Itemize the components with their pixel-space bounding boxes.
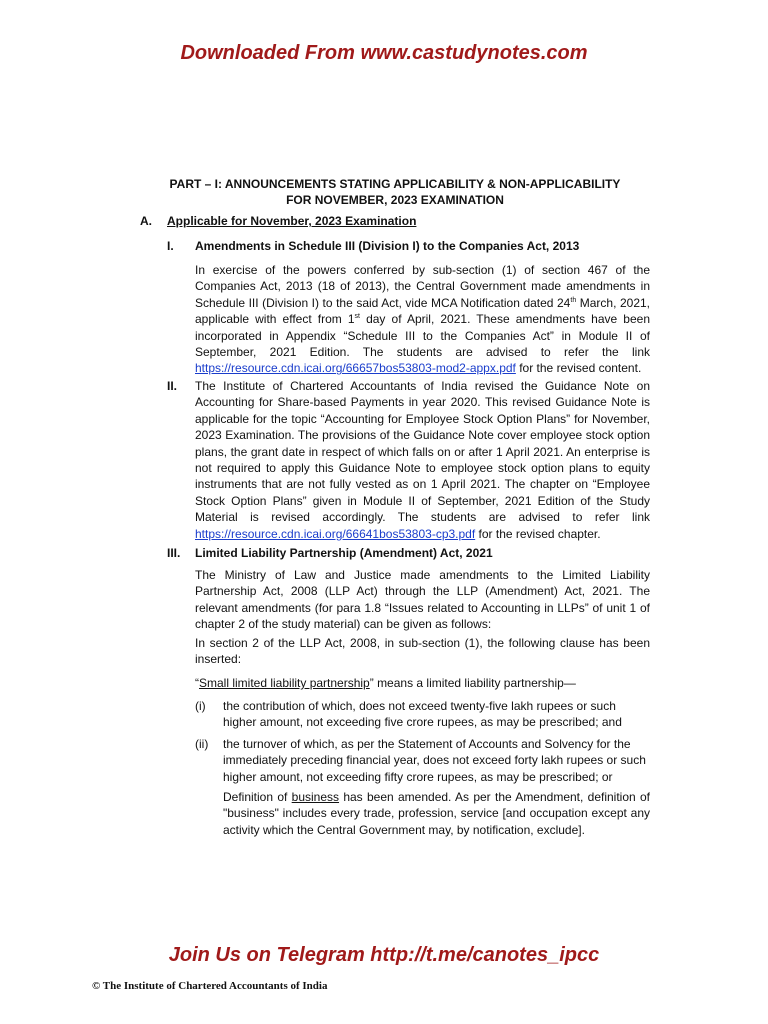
superscript-st: st bbox=[354, 313, 360, 321]
chapter-link[interactable]: https://resource.cdn.icai.org/66641bos53803-cp3.pdf bbox=[195, 526, 476, 541]
item-1-text-c: day of April, 2021. These amendments have been incorporated in Appendix “Schedule III to the Companies Act” in Module II of September, 2021 Edition. The students are advised to refer the link bbox=[195, 312, 650, 360]
appendix-link[interactable]: https://resource.cdn.icai.org/66657bos53803-mod2-appx.pdf bbox=[195, 361, 516, 376]
quote-open: “ bbox=[195, 676, 199, 690]
sub-clause-ii-number: (ii) bbox=[195, 737, 209, 751]
copyright-footer: © The Institute of Chartered Accountants of India bbox=[92, 980, 328, 992]
item-3-paragraph-2: In section 2 of the LLP Act, 2008, in sub-section (1), the following clause has been inserted: bbox=[195, 636, 650, 667]
item-1-text-b: March, 2021, applicable with effect from 1 bbox=[195, 295, 651, 327]
item-3-paragraph-1: The Ministry of Law and Justice made amendments to the Limited Liability Partnership Act, 2008 (LLP Act) through the LLP (Amendment) Act, 2021. The relevant amendments (for para 1.8 “Issues related to Accounting in LLPs” of unit 1 of chapter 2 of the study material) can be given as follows: bbox=[195, 568, 650, 632]
item-2-text-b: for the revised chapter. bbox=[475, 526, 601, 541]
item-2-text-a: The Institute of Chartered Accountants of India revised the Guidance Note on Accounting for Share-based Payments in year 2020. This revised Guidance Note is applicable for the topic “Accounting for Employee Stock Option Plans” for November, 2023 Examination. The provisions of the Guidance Note cover employee stock option plans, the grant date in respect of which falls on or after 1 April 2021. An enterprise is not required to apply this Guidance Note to employee stock option plans to equity instruments that are not fully vested as on 1 April 2021. The chapter on “Employee Stock Option Plans” given in Module II of September, 2021 Edition of the Study Material is revised accordingly. The students are advised to refer link bbox=[195, 379, 650, 525]
business-def-text-a: Definition of bbox=[223, 790, 292, 804]
part-heading bbox=[140, 176, 650, 208]
sub-clause-i-text: the contribution of which, does not exceed twenty-five lakh rupees or such higher amount, not exceeding five crore rupees, as may be prescribed; and bbox=[223, 699, 622, 730]
business-def-text-b: has been amended. As per the Amendment, definition of "business" includes every trade, profession, service [and occupation except any activity which the Central Government may, by notification, exclude]. bbox=[223, 790, 651, 837]
sub-clause-ii-text: the turnover of which, as per the Statement of Accounts and Solvency for the immediately preceding financial year, does not exceed forty lakh rupees or such higher amount, not exceeding fifty crore rupees, as may be prescribed; or bbox=[223, 737, 646, 784]
download-banner: Downloaded From www.castudynotes.com bbox=[180, 42, 588, 64]
item-1-title: Amendments in Schedule III (Division I) to the Companies Act, 2013 bbox=[195, 239, 580, 253]
item-3-number: III. bbox=[167, 546, 181, 560]
definition-rest: ” means a limited liability partnership— bbox=[369, 676, 576, 690]
sub-clause-i-number: (i) bbox=[195, 699, 206, 713]
item-1-number: I. bbox=[167, 239, 174, 253]
superscript-th: th bbox=[570, 296, 577, 304]
item-1-text-d: for the revised content. bbox=[515, 361, 642, 376]
heading-line-2: FOR NOVEMBER, 2023 EXAMINATION bbox=[286, 193, 504, 207]
item-3-title: Limited Liability Partnership (Amendment) Act, 2021 bbox=[195, 546, 493, 560]
defined-term: Small limited liability partnership bbox=[199, 676, 370, 690]
section-a-number: A. bbox=[140, 214, 152, 228]
item-2-paragraph bbox=[195, 378, 650, 542]
item-3-definition bbox=[195, 675, 650, 691]
business-definition bbox=[223, 789, 650, 838]
business-term: business bbox=[291, 790, 340, 804]
item-1-paragraph bbox=[195, 262, 650, 377]
section-a-title: Applicable for November, 2023 Examination bbox=[167, 214, 417, 228]
section-a-heading bbox=[140, 214, 416, 228]
telegram-banner: Join Us on Telegram http://t.me/canotes_ipcc bbox=[168, 944, 600, 966]
item-1-text-a: In exercise of the powers conferred by sub-section (1) of section 467 of the Companies Act, 2013 (18 of 2013), the Central Government made amendments in Schedule III (Division I) to the said Act, vide MCA Notification dated 24 bbox=[195, 263, 650, 310]
item-2-number: II. bbox=[167, 379, 178, 393]
heading-line-1: PART – I: ANNOUNCEMENTS STATING APPLICABILITY & NON-APPLICABILITY bbox=[169, 177, 621, 191]
